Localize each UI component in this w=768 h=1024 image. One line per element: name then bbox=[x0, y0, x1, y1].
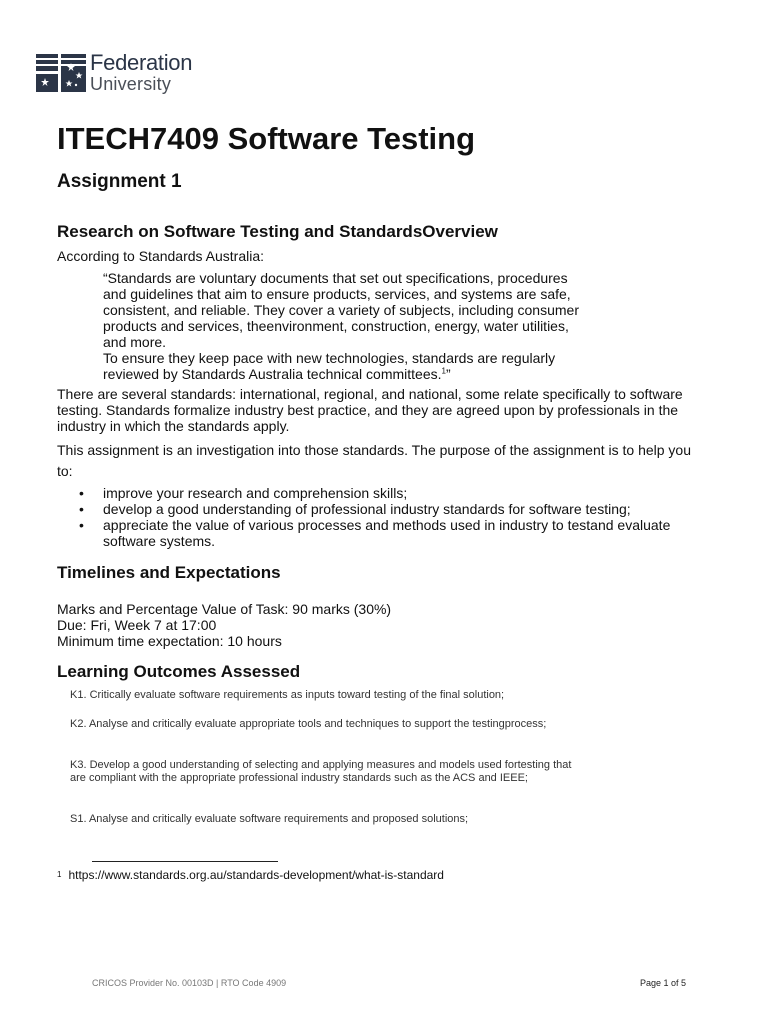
list-item bbox=[57, 517, 717, 533]
time-expectation: Minimum time expectation: 10 hours bbox=[57, 633, 282, 649]
outcome-k1: K1. Critically evaluate software requirements as inputs toward testing of the final solution; bbox=[70, 689, 505, 701]
paragraph-line: testing. Standards formalize industry best practice, and they are agreed upon by professionals in the bbox=[57, 402, 679, 418]
university-logo bbox=[36, 52, 192, 93]
quote-line bbox=[103, 366, 603, 382]
bullet-text: improve your research and comprehension skills; bbox=[103, 485, 408, 501]
standards-quote bbox=[103, 270, 603, 382]
quote-line: products and services, theenvironment, construction, energy, water utilities, bbox=[103, 318, 569, 334]
timeline-details bbox=[57, 601, 391, 649]
federation-flag-icon bbox=[36, 54, 86, 92]
intro-paragraph: According to Standards Australia: bbox=[57, 248, 265, 264]
logo-wordmark-line1: Federation bbox=[90, 50, 193, 75]
assignment-subtitle: Assignment 1 bbox=[57, 171, 182, 192]
list-item-continuation bbox=[57, 533, 717, 549]
footnote-divider bbox=[92, 861, 278, 862]
bullet-icon: • bbox=[79, 485, 84, 501]
footer-cricos: CRICOS Provider No. 00103D | RTO Code 4909 bbox=[92, 978, 287, 988]
outcome-line: K3. Develop a good understanding of selecting and applying measures and models used fortesting that bbox=[70, 759, 572, 771]
section-heading-timelines: Timelines and Expectations bbox=[57, 563, 281, 582]
outcome-line: are compliant with the appropriate professional industry standards such as the ACS and IEEE; bbox=[70, 772, 528, 784]
standards-paragraph bbox=[57, 386, 717, 434]
paragraph-line: This assignment is an investigation into those standards. The purpose of the assignment is to help you bbox=[57, 442, 691, 458]
section-heading-research: Research on Software Testing and StandardsOverview bbox=[57, 222, 498, 241]
document-title: ITECH7409 Software Testing bbox=[57, 121, 476, 156]
quote-line: and more. bbox=[103, 334, 167, 350]
bullet-text: appreciate the value of various processes and methods used in industry to testand evaluate bbox=[103, 517, 671, 533]
purpose-paragraph bbox=[57, 440, 727, 482]
quote-line: consistent, and reliable. They cover a variety of subjects, including consumer bbox=[103, 302, 579, 318]
quote-last-text: reviewed by Standards Australia technical committees. bbox=[103, 366, 442, 382]
footnote bbox=[57, 868, 444, 882]
bullet-icon: • bbox=[79, 501, 84, 517]
bullet-icon: • bbox=[79, 517, 84, 533]
paragraph-line: There are several standards: international, regional, and national, some relate specifically to software bbox=[57, 386, 683, 402]
footnote-number: 1 bbox=[57, 870, 62, 879]
footnote-reference: 1 bbox=[441, 366, 446, 376]
paragraph-line: industry in which the standards apply. bbox=[57, 418, 290, 434]
outcome-k3 bbox=[70, 759, 630, 785]
marks-value: Marks and Percentage Value of Task: 90 marks (30%) bbox=[57, 601, 392, 617]
due-date: Due: Fri, Week 7 at 17:00 bbox=[57, 617, 217, 633]
quote-closing-mark: ” bbox=[445, 366, 451, 382]
section-heading-outcomes: Learning Outcomes Assessed bbox=[57, 662, 301, 681]
paragraph-line: to: bbox=[57, 463, 73, 479]
bullet-text: develop a good understanding of professional industry standards for software testing; bbox=[103, 501, 631, 517]
bullet-text: software systems. bbox=[103, 533, 216, 549]
quote-line: “Standards are voluntary documents that set out specifications, procedures bbox=[103, 270, 568, 286]
quote-line: and guidelines that aim to ensure products, services, and systems are safe, bbox=[103, 286, 571, 302]
logo-wordmark-line2: University bbox=[90, 74, 172, 94]
quote-line: To ensure they keep pace with new technologies, standards are regularly bbox=[103, 350, 556, 366]
page-number: Page 1 of 5 bbox=[640, 978, 687, 988]
footnote-link[interactable]: https://www.standards.org.au/standards-development/what-is-standard bbox=[68, 868, 444, 882]
purpose-bullet-list bbox=[57, 485, 717, 549]
list-item bbox=[57, 485, 717, 501]
list-item bbox=[57, 501, 717, 517]
outcome-s1: S1. Analyse and critically evaluate software requirements and proposed solutions; bbox=[70, 813, 469, 825]
outcome-k2: K2. Analyse and critically evaluate appropriate tools and techniques to support the testingprocess; bbox=[70, 718, 547, 730]
